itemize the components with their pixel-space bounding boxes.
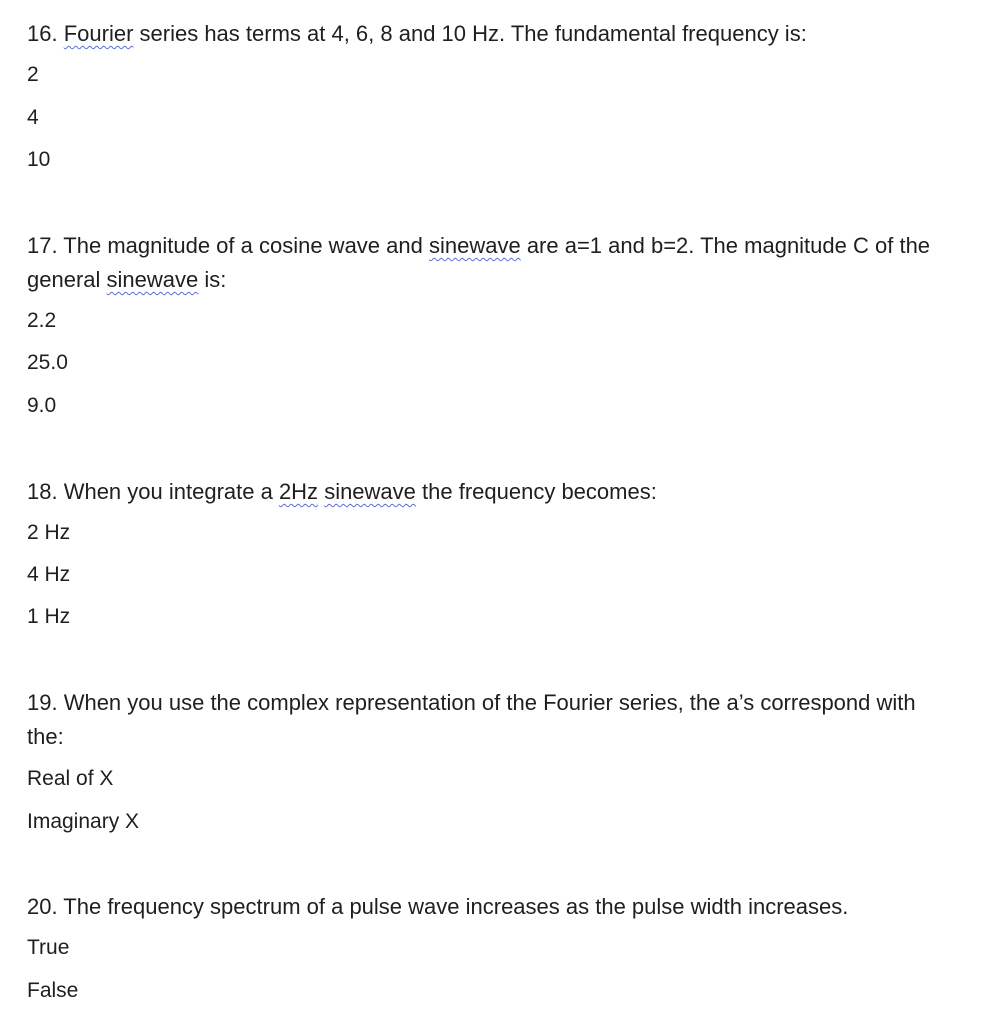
question-16-option-1[interactable]: 2: [27, 63, 39, 86]
spellcheck-word: sinewave: [324, 479, 416, 504]
question-19-option-1[interactable]: Real of X: [27, 767, 114, 790]
question-18-text-b: the frequency becomes:: [415, 479, 657, 504]
question-16-option-2[interactable]: 4: [27, 106, 39, 129]
question-16-text: series has terms at 4, 6, 8 and 10 Hz. The fundamental frequency is:: [133, 21, 807, 46]
question-17-text-a: 17. The magnitude of a cosine wave and: [27, 233, 429, 258]
spellcheck-word: 2Hz: [278, 479, 319, 504]
spellcheck-word: sinewave: [106, 267, 199, 292]
question-18-text-a: 18. When you integrate a: [27, 479, 279, 504]
question-18: [27, 475, 957, 509]
question-16-number: 16.: [27, 21, 58, 46]
question-17-text-b: are a=1 and b=2. The magnitude C of the general: [27, 233, 931, 292]
question-20: 20. The frequency spectrum of a pulse wave increases as the pulse width increases.: [27, 894, 849, 919]
spellcheck-word: sinewave: [428, 233, 521, 258]
question-19-option-2[interactable]: Imaginary X: [27, 810, 140, 833]
question-18-option-3[interactable]: 1 Hz: [27, 605, 71, 628]
question-20-option-2[interactable]: False: [27, 979, 79, 1002]
question-17-option-3[interactable]: 9.0: [27, 394, 57, 417]
question-16: [27, 17, 957, 51]
question-20-option-1[interactable]: True: [27, 936, 70, 959]
question-17-option-2[interactable]: 25.0: [27, 351, 68, 374]
spellcheck-word: Fourier: [63, 21, 134, 46]
question-16-option-3[interactable]: 10: [27, 148, 51, 171]
question-19: 19. When you use the complex representation of the Fourier series, the a’s correspond with the:: [27, 690, 916, 749]
question-17-option-1[interactable]: 2.2: [27, 309, 57, 332]
question-18-option-2[interactable]: 4 Hz: [27, 563, 71, 586]
question-18-option-1[interactable]: 2 Hz: [27, 521, 71, 544]
question-17: [27, 229, 957, 297]
question-17-text-c: is:: [198, 267, 227, 292]
